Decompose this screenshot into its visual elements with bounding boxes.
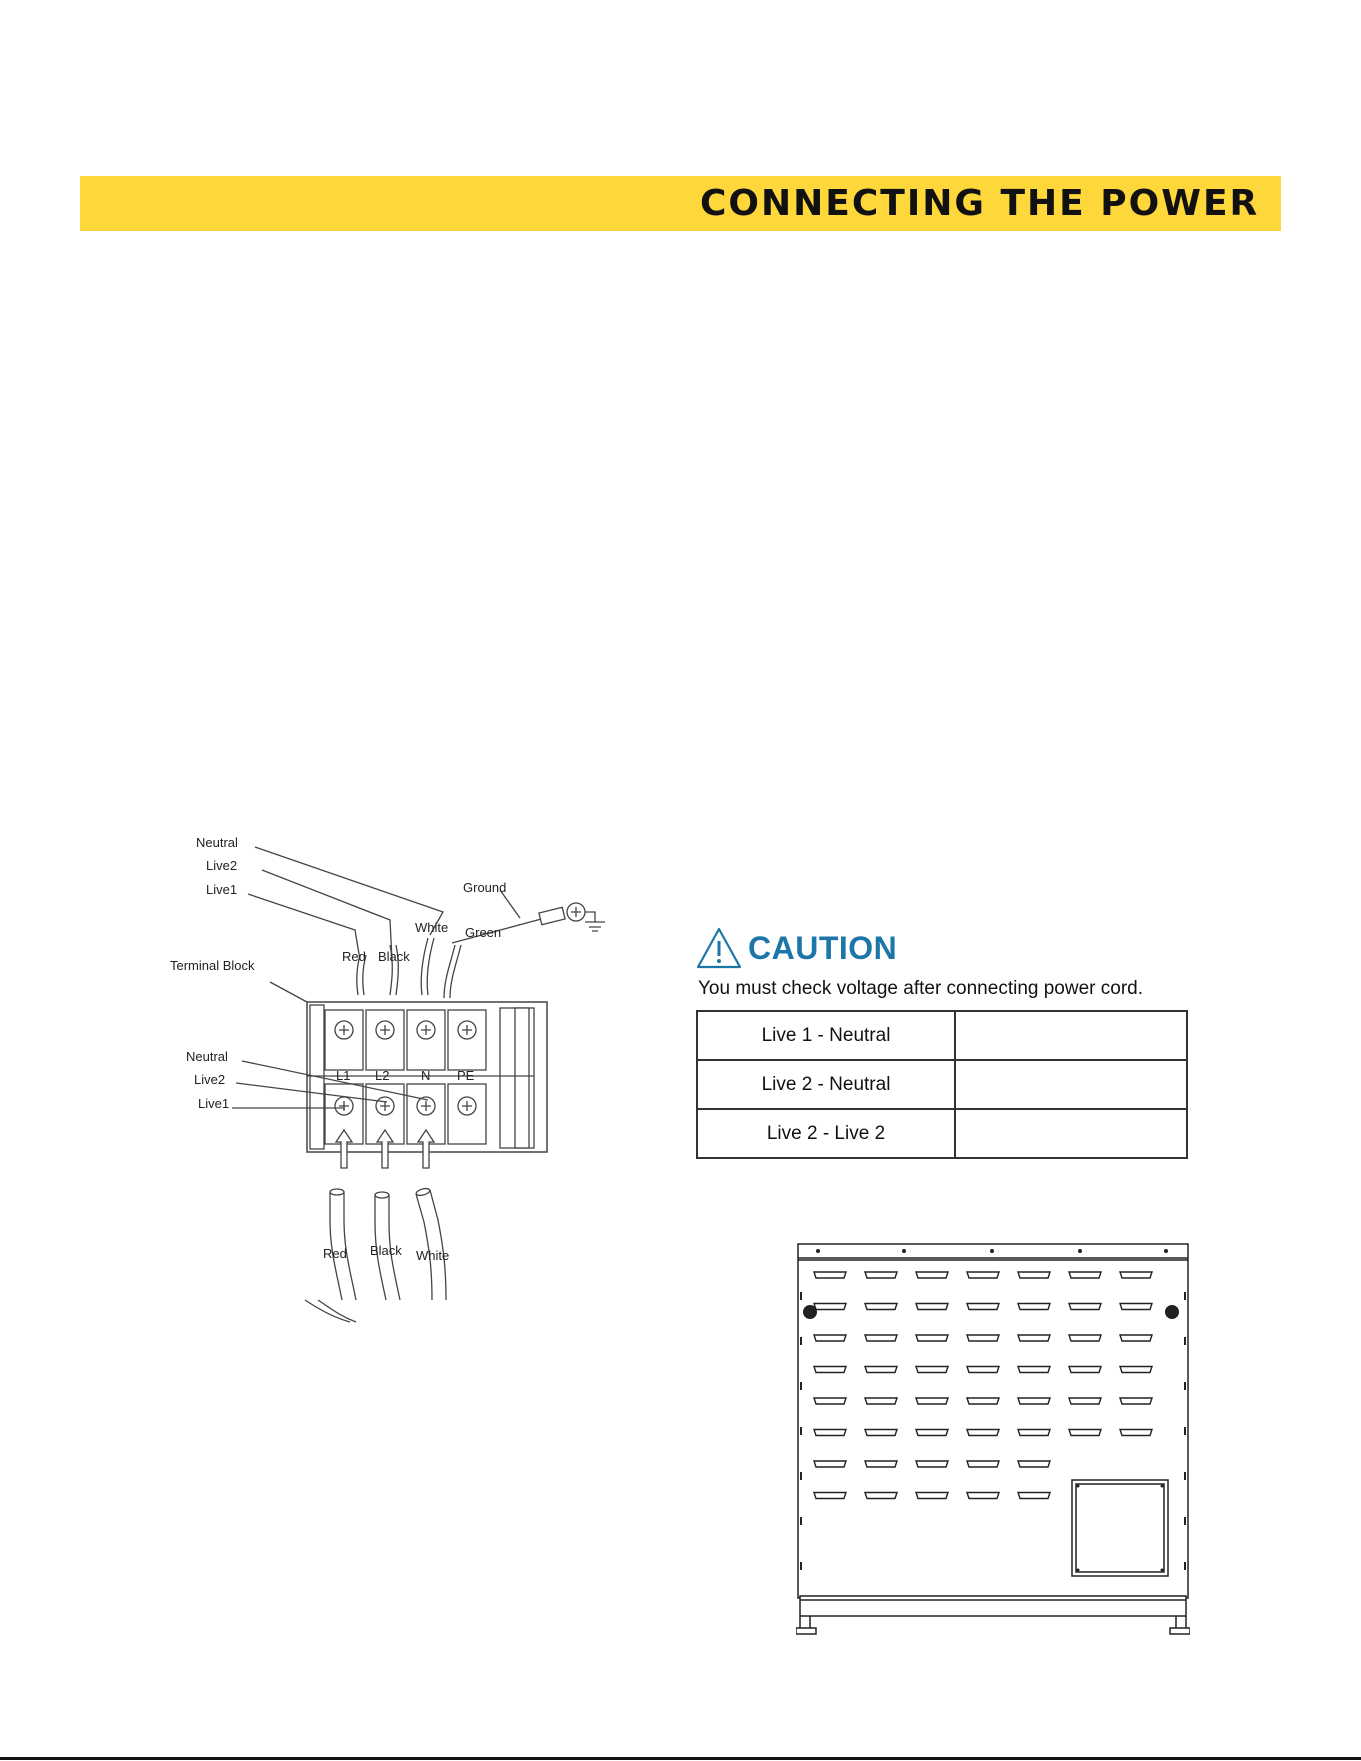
side-tick	[800, 1292, 802, 1300]
right-mount-hole	[1165, 1305, 1179, 1319]
side-tick	[1184, 1382, 1186, 1390]
vent-slot	[865, 1493, 897, 1499]
rear-panel-svg	[796, 1242, 1190, 1642]
vent-slot	[1120, 1398, 1152, 1404]
wiring-diagram-svg	[160, 830, 640, 1330]
live2-top-leader	[262, 870, 392, 960]
vent-slot	[865, 1461, 897, 1467]
row-value	[955, 1060, 1187, 1109]
vent-slot	[1018, 1493, 1050, 1499]
vent-slot	[916, 1304, 948, 1310]
row-value	[955, 1109, 1187, 1158]
label-black-bottom: Black	[370, 1243, 402, 1258]
vent-slot	[814, 1335, 846, 1341]
side-tick	[800, 1517, 802, 1525]
vent-slot	[967, 1272, 999, 1278]
vent-slot	[967, 1304, 999, 1310]
label-live1-mid: Live1	[198, 1096, 230, 1111]
caution-title: CAUTION	[748, 929, 898, 966]
label-term-l1: L1	[336, 1068, 351, 1083]
side-tick	[800, 1337, 802, 1345]
vent-slot	[916, 1430, 948, 1436]
voltage-check-table	[696, 1010, 1188, 1159]
label-red-bottom: Red	[323, 1246, 347, 1261]
label-term-pe: PE	[457, 1068, 475, 1083]
vent-slot	[1069, 1430, 1101, 1436]
vent-slot	[967, 1398, 999, 1404]
label-neutral-top: Neutral	[196, 835, 238, 850]
side-tick	[800, 1382, 802, 1390]
label-live1-top: Live1	[206, 882, 238, 897]
label-green: Green	[465, 925, 502, 940]
label-black-top: Black	[378, 949, 410, 964]
label-live2-top: Live2	[206, 858, 238, 873]
side-tick	[1184, 1292, 1186, 1300]
table-row	[697, 1109, 1187, 1158]
label-terminal-block: Terminal Block	[170, 958, 255, 973]
caution-header	[696, 924, 1196, 972]
panel-base	[800, 1596, 1186, 1616]
vent-slot	[916, 1461, 948, 1467]
vent-slot	[865, 1335, 897, 1341]
label-term-n: N	[421, 1068, 431, 1083]
vent-slot	[967, 1461, 999, 1467]
vent-slot	[1120, 1335, 1152, 1341]
row-label: Live 2 - Live 2	[697, 1109, 955, 1158]
label-live2-mid: Live2	[194, 1072, 226, 1087]
side-tick	[800, 1472, 802, 1480]
vent-slot	[814, 1398, 846, 1404]
vent-slot	[1069, 1367, 1101, 1373]
vent-slot	[967, 1430, 999, 1436]
vent-slot	[814, 1367, 846, 1373]
vent-slot	[916, 1335, 948, 1341]
side-tick	[1184, 1562, 1186, 1570]
label-red-top: Red	[342, 949, 366, 964]
vent-slot	[916, 1367, 948, 1373]
side-tick	[1184, 1427, 1186, 1435]
side-tick	[800, 1562, 802, 1570]
section-title: CONNECTING THE POWER	[700, 183, 1260, 224]
footer-rule	[0, 1757, 1361, 1760]
side-tick	[1184, 1472, 1186, 1480]
label-white-top: White	[415, 920, 449, 935]
label-term-l2: L2	[375, 1068, 390, 1083]
section-header-bar	[80, 176, 1281, 231]
row-label: Live 2 - Neutral	[697, 1060, 955, 1109]
vent-slot	[1069, 1398, 1101, 1404]
rear-panel-drawing	[796, 1242, 1190, 1642]
vent-slot	[814, 1461, 846, 1467]
vent-slot	[967, 1493, 999, 1499]
vent-slot	[1069, 1272, 1101, 1278]
vent-slot	[1018, 1367, 1050, 1373]
vent-slot	[1120, 1304, 1152, 1310]
vent-slot	[1069, 1335, 1101, 1341]
vent-slot	[814, 1272, 846, 1278]
vent-slot	[1120, 1272, 1152, 1278]
vent-slot	[1120, 1430, 1152, 1436]
label-neutral-mid: Neutral	[186, 1049, 228, 1064]
vent-slot	[1120, 1367, 1152, 1373]
vent-slot	[967, 1367, 999, 1373]
vent-slot	[1018, 1430, 1050, 1436]
vent-slot	[1018, 1398, 1050, 1404]
label-white-bottom: White	[416, 1248, 450, 1263]
caution-block	[696, 924, 1196, 1159]
vent-slot	[865, 1367, 897, 1373]
vent-slot	[865, 1398, 897, 1404]
row-label: Live 1 - Neutral	[697, 1011, 955, 1060]
vent-slot	[1018, 1304, 1050, 1310]
table-row	[697, 1011, 1187, 1060]
vent-slot	[916, 1493, 948, 1499]
side-tick	[1184, 1337, 1186, 1345]
label-ground: Ground	[463, 880, 507, 895]
terminal-block-wiring-diagram	[160, 830, 640, 1330]
vent-slot	[916, 1272, 948, 1278]
vent-slot	[1018, 1461, 1050, 1467]
vent-slot	[1018, 1335, 1050, 1341]
side-tick	[800, 1427, 802, 1435]
vent-slot	[865, 1304, 897, 1310]
vent-slot	[814, 1493, 846, 1499]
vent-slot	[1069, 1304, 1101, 1310]
row-value	[955, 1011, 1187, 1060]
vent-slot	[814, 1430, 846, 1436]
access-plate	[1072, 1480, 1168, 1576]
vent-slot	[1018, 1272, 1050, 1278]
table-row	[697, 1060, 1187, 1109]
caution-text: You must check voltage after connecting power cord.	[698, 978, 1143, 999]
vent-slot	[916, 1398, 948, 1404]
side-tick	[1184, 1517, 1186, 1525]
vent-slot	[814, 1304, 846, 1310]
vent-slot	[865, 1430, 897, 1436]
warning-triangle-icon	[696, 927, 742, 969]
vent-slot	[967, 1335, 999, 1341]
vent-slot	[865, 1272, 897, 1278]
